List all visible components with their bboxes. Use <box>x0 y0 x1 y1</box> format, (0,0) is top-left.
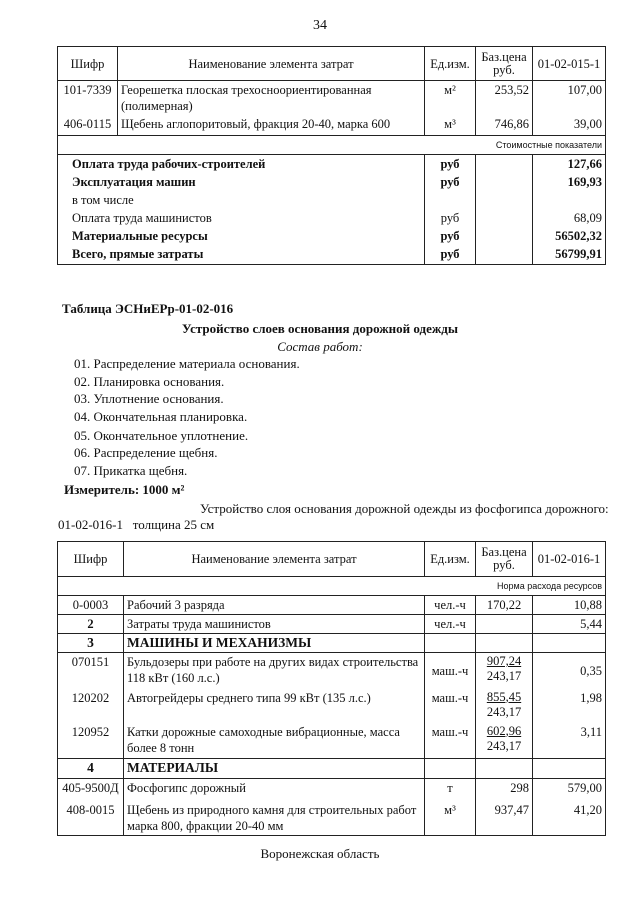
summary-row <box>58 209 606 227</box>
table-row <box>58 115 606 135</box>
row-name: Георешетка плоская трехосноориентированная (полимерная) <box>118 81 425 116</box>
table-row <box>58 759 606 779</box>
row-code: 2 <box>58 615 124 634</box>
row-unit: т <box>425 779 476 801</box>
summary-unit: руб <box>425 173 476 191</box>
summary-unit: руб <box>425 209 476 227</box>
row-code: 101-7339 <box>58 81 118 116</box>
row-price: 855,45 <box>486 689 522 704</box>
row-name: Щебень из природного камня для строительных работ марка 800, фракции 20-40 мм <box>124 801 425 836</box>
row-price: 298 <box>476 779 533 801</box>
table-row <box>58 596 606 615</box>
row-value: 41,20 <box>533 801 606 836</box>
row-unit: чел.-ч <box>425 615 476 634</box>
table-title: Таблица ЭСНиЕРр-01-02-016 <box>62 301 234 316</box>
header-norm: 01-02-015-1 <box>533 47 606 81</box>
work-item: 07. Прикатка щебня. <box>74 463 188 478</box>
row-price-cell <box>476 723 533 759</box>
row-value: 39,00 <box>533 115 606 135</box>
work-item: 06. Распределение щебня. <box>74 445 218 460</box>
table-row <box>58 723 606 759</box>
row-price: 907,24 <box>486 654 522 668</box>
header-norm: 01-02-016-1 <box>533 542 606 577</box>
header-base-price: Баз.цена руб. <box>476 542 533 577</box>
summary-name: Оплата труда рабочих-строителей <box>58 154 425 173</box>
header-code: Шифр <box>58 542 124 577</box>
row-unit: м² <box>425 81 476 116</box>
summary-row <box>58 191 606 209</box>
row-unit: чел.-ч <box>425 596 476 615</box>
row-price-cell <box>476 689 533 723</box>
row-price-cell <box>476 653 533 689</box>
summary-value: 56502,32 <box>533 227 606 245</box>
description-line: 01-02-016-1 толщина 25 см <box>58 517 215 532</box>
description-line: Устройство слоя основания дорожной одежды из фосфогипса дорожного: <box>200 501 609 516</box>
header-base-price: Баз.цена руб. <box>476 47 533 81</box>
row-price: 937,47 <box>476 801 533 836</box>
row-unit: маш.-ч <box>425 723 476 759</box>
work-item: 03. Уплотнение основания. <box>74 391 224 406</box>
page-number: 34 <box>313 18 327 33</box>
row-value: 1,98 <box>533 689 606 723</box>
row-name: Затраты труда машинистов <box>124 615 425 634</box>
table-row <box>58 634 606 653</box>
row-value: 5,44 <box>533 615 606 634</box>
row-value: 10,88 <box>533 596 606 615</box>
region-footer: Воронежская область <box>260 846 380 861</box>
row-price-machinist: 243,17 <box>486 738 522 753</box>
table-row <box>58 689 606 723</box>
section-subtitle: Устройство слоев основания дорожной одежды <box>181 321 459 336</box>
row-code: 406-0115 <box>58 115 118 135</box>
summary-name: Материальные ресурсы <box>58 227 425 245</box>
row-name: Катки дорожные самоходные вибрационные, масса более 8 тонн <box>124 723 425 759</box>
summary-unit: руб <box>425 227 476 245</box>
row-value: 0,35 <box>533 653 606 689</box>
row-name: Фосфогипс дорожный <box>124 779 425 801</box>
row-value: 107,00 <box>533 81 606 116</box>
row-name: МАТЕРИАЛЫ <box>124 759 425 779</box>
row-unit: м³ <box>425 115 476 135</box>
summary-row <box>58 154 606 173</box>
row-code: 120952 <box>58 723 124 759</box>
summary-name: Всего, прямые затраты <box>58 245 425 265</box>
table-row <box>58 81 606 116</box>
row-code: 408-0015 <box>58 801 124 836</box>
work-item: 01. Распределение материала основания. <box>74 356 300 371</box>
summary-name: Эксплуатация машин <box>58 173 425 191</box>
summary-value: 127,66 <box>533 154 606 173</box>
summary-row <box>58 173 606 191</box>
row-name: Рабочий 3 разряда <box>124 596 425 615</box>
measure-unit: Измеритель: 1000 м² <box>64 482 185 497</box>
row-price: 170,22 <box>476 596 533 615</box>
header-unit: Ед.изм. <box>425 47 476 81</box>
row-price-machinist: 243,17 <box>486 669 522 683</box>
header-name: Наименование элемента затрат <box>124 542 425 577</box>
row-name: МАШИНЫ И МЕХАНИЗМЫ <box>124 634 425 653</box>
row-price: 253,52 <box>476 81 533 116</box>
composition-label: Состав работ: <box>277 339 363 354</box>
header-name: Наименование элемента затрат <box>118 47 425 81</box>
summary-unit: руб <box>425 245 476 265</box>
row-unit: м³ <box>425 801 476 836</box>
row-unit: маш.-ч <box>425 689 476 723</box>
table-row <box>58 615 606 634</box>
row-code: 070151 <box>58 653 124 689</box>
resource-table-016 <box>57 541 606 836</box>
table-row <box>58 801 606 836</box>
row-price: 746,86 <box>476 115 533 135</box>
row-code: 120202 <box>58 689 124 723</box>
section-label: Стоимостные показатели <box>58 135 606 154</box>
work-item: 04. Окончательная планировка. <box>74 409 248 424</box>
work-item: 05. Окончательное уплотнение. <box>74 428 249 443</box>
summary-row <box>58 227 606 245</box>
row-code: 0-0003 <box>58 596 124 615</box>
summary-value: 169,93 <box>533 173 606 191</box>
work-item: 02. Планировка основания. <box>74 374 225 389</box>
row-code: 405-9500Д <box>58 779 124 801</box>
cost-table-015 <box>57 46 606 265</box>
row-unit: маш.-ч <box>425 653 476 689</box>
header-code: Шифр <box>58 47 118 81</box>
row-price-machinist: 243,17 <box>486 704 522 719</box>
table-row <box>58 653 606 689</box>
row-name: Щебень аглопоритовый, фракция 20-40, марка 600 <box>118 115 425 135</box>
row-price: 602,96 <box>486 723 522 738</box>
summary-value: 56799,91 <box>533 245 606 265</box>
row-code: 3 <box>58 634 124 653</box>
summary-value: 68,09 <box>533 209 606 227</box>
row-value: 579,00 <box>533 779 606 801</box>
row-value: 3,11 <box>533 723 606 759</box>
summary-name: в том числе <box>58 191 425 209</box>
header-unit: Ед.изм. <box>425 542 476 577</box>
summary-name: Оплата труда машинистов <box>58 209 425 227</box>
table-row <box>58 779 606 801</box>
summary-unit: руб <box>425 154 476 173</box>
section-label: Норма расхода ресурсов <box>58 577 606 596</box>
row-name: Автогрейдеры среднего типа 99 кВт (135 л.с.) <box>124 689 425 723</box>
summary-row <box>58 245 606 265</box>
row-name: Бульдозеры при работе на других видах строительства 118 кВт (160 л.с.) <box>124 653 425 689</box>
row-code: 4 <box>58 759 124 779</box>
